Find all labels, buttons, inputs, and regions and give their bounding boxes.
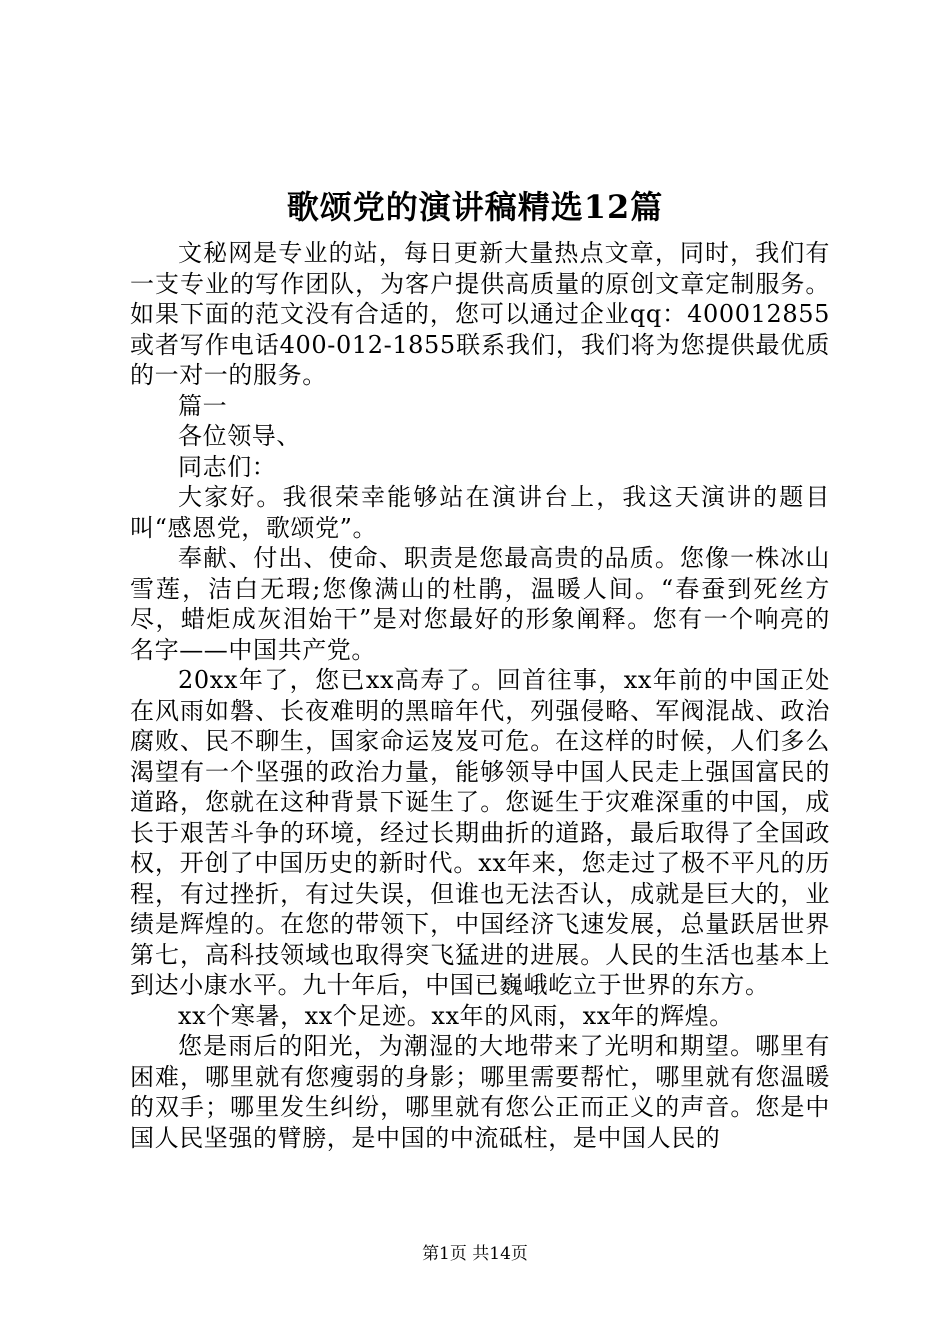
section-heading: 篇一: [178, 391, 228, 420]
body-paragraph: 大家好。我很荣幸能够站在演讲台上，我这天演讲的题目叫“感恩党，歌颂党”。: [130, 483, 830, 542]
page-footer: 第1页 共14页: [422, 1244, 528, 1264]
body-paragraph: 20xx年了，您已xx高寿了。回首往事，xx年前的中国正处在风雨如磐、长夜难明的黑暗年代，列强侵略、军阀混战、政治腐败、民不聊生，国家命运岌岌可危。在这样的时候，人们多么渴望有一个坚强的政治力量，能够领导中国人民走上强国富民的道路，您就在这种背景下诞生了。您诞生于灾难深重的中国，成长于艰苦斗争的环境，经过长期曲折的道路，最后取得了全国政权，开创了中国历史的新时代。xx年来，您走过了极不平凡的历程，有过挫折，有过失误，但谁也无法否认，成就是巨大的，业绩是辉煌的。在您的带领下，中国经济飞速发展，总量跃居世界第七，高科技领域也取得突飞猛进的进展。人民的生活也基本上到达小康水平。九十年后，中国已巍峨屹立于世界的东方。: [130, 666, 830, 999]
document-body: [130, 238, 830, 1153]
body-paragraph: 奉献、付出、使命、职责是您最高贵的品质。您像一株冰山雪莲，洁白无瑕;您像满山的杜鹃，温暖人间。“春蚕到死丝方尽，蜡炬成灰泪始干”是对您最好的形象阐释。您有一个响亮的名字——中国共产党。: [130, 544, 830, 664]
salutation-line: 各位领导、: [178, 422, 301, 450]
intro-paragraph: 文秘网是专业的站，每日更新大量热点文章，同时，我们有一支专业的写作团队，为客户提供高质量的原创文章定制服务。如果下面的范文没有合适的，您可以通过企业qq：400012855或者写作电话400-012-1855联系我们，我们将为您提供最优质的一对一的服务。: [130, 239, 830, 389]
body-paragraph: xx个寒暑，xx个足迹。xx年的风雨，xx年的辉煌。: [178, 1001, 734, 1030]
document-title: 歌颂党的演讲稿精选12篇: [286, 188, 664, 226]
salutation-line: 同志们：: [178, 452, 277, 481]
body-paragraph: 您是雨后的阳光，为潮湿的大地带来了光明和期望。哪里有困难，哪里就有您瘦弱的身影；哪里需要帮忙，哪里就有您温暖的双手；哪里发生纠纷，哪里就有您公正而正义的声音。您是中国人民坚强的臂膀，是中国的中流砥柱，是中国人民的: [130, 1032, 830, 1152]
